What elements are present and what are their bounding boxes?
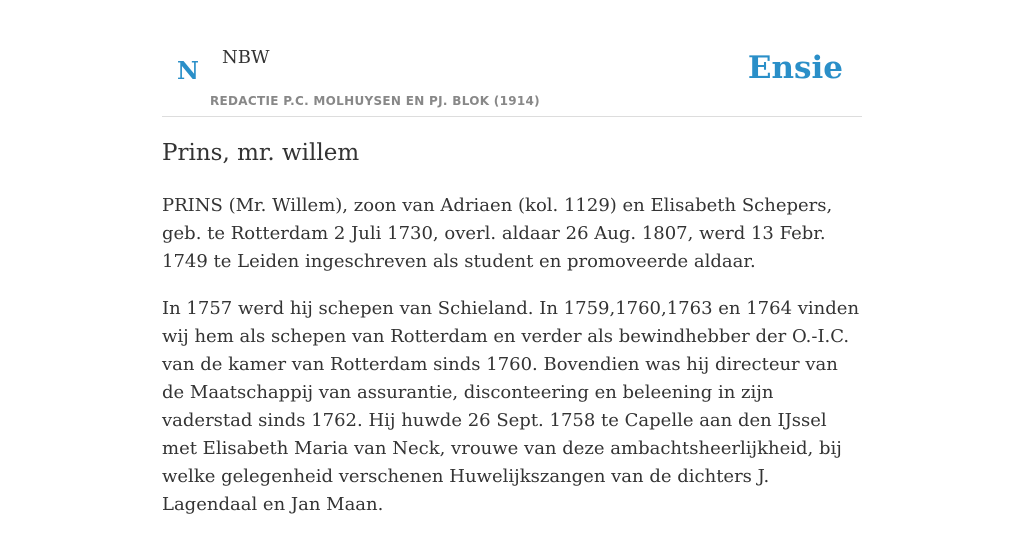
article-paragraph: In 1757 werd hij schepen van Schieland. In 1759,1760,1763 en 1764 vinden wij hem als schepen van Rotterdam en verder als bewindhebber der O.-I.C. van de kamer van Rotterdam sinds 1760. Bovendien was hij directeur van de Maatschappij van assurantie, disconteering en beleening in zijn vaderstad sinds 1762. Hij huwde 26 Sept. 1758 te Capelle aan den IJssel met Elisabeth Maria van Neck, vrouwe van deze ambachtsheerlijkheid, bij welke gelegenheid verschenen Huwelijkszangen van de dichters J. Lagendaal en Jan Maan.: [162, 298, 860, 515]
page-container: [162, 0, 862, 515]
article-title: Prins, mr. willem: [162, 140, 360, 166]
source-header: [162, 0, 862, 117]
source-subtitle: REDACTIE P.C. MOLHUYSEN EN PJ. BLOK (1914): [210, 94, 540, 108]
ensie-logo[interactable]: Ensie: [747, 50, 843, 86]
source-logo[interactable]: N: [177, 56, 199, 85]
article-paragraph: PRINS (Mr. Willem), zoon van Adriaen (kol. 1129) en Elisabeth Schepers, geb. te Rotterdam 2 Juli 1730, overl. aldaar 26 Aug. 1807, werd 13 Febr. 1749 te Leiden ingeschreven als student en promoveerde aldaar.: [162, 195, 833, 272]
source-name[interactable]: NBW: [222, 47, 270, 68]
article-body: [162, 192, 862, 538]
